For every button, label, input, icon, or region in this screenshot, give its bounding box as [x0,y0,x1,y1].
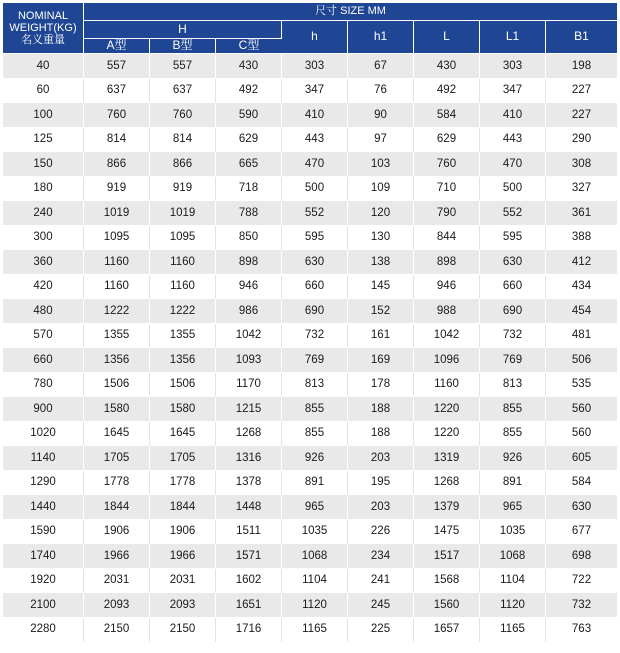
table-cell: 552 [282,201,348,226]
table-cell: 1740 [3,544,84,569]
table-cell: 1222 [150,299,216,324]
table-cell: 443 [282,128,348,153]
table-cell: 855 [480,397,546,422]
table-cell: 203 [348,495,414,520]
table-cell: 470 [282,152,348,177]
table-cell: 560 [546,422,617,447]
table-cell: 1290 [3,471,84,496]
table-row [3,275,617,300]
table-cell: 630 [282,250,348,275]
table-cell: 891 [480,471,546,496]
table-cell: 1220 [414,397,480,422]
table-cell: 584 [546,471,617,496]
table-cell: 1095 [150,226,216,251]
table-row [3,593,617,618]
table-cell: 1160 [84,275,150,300]
table-cell: 240 [3,201,84,226]
table-cell: 919 [84,177,150,202]
table-cell: 760 [414,152,480,177]
table-cell: 986 [216,299,282,324]
table-cell: 595 [282,226,348,251]
table-cell: 40 [3,54,84,79]
table-row [3,128,617,153]
table-cell: 506 [546,348,617,373]
nominal-weight-line2: WEIGHT(KG) [9,21,77,34]
size-table-wrapper [3,3,617,642]
table-cell: 1645 [84,422,150,447]
table-cell: 1645 [150,422,216,447]
table-cell: 227 [546,103,617,128]
table-cell: 2031 [84,569,150,594]
table-cell: 813 [480,373,546,398]
table-cell: 410 [282,103,348,128]
table-cell: 665 [216,152,282,177]
table-cell: 926 [480,446,546,471]
table-cell: 90 [348,103,414,128]
table-cell: 718 [216,177,282,202]
table-cell: 1356 [84,348,150,373]
table-cell: 1096 [414,348,480,373]
table-cell: 1778 [150,471,216,496]
table-cell: 1906 [84,520,150,545]
table-cell: 203 [348,446,414,471]
nominal-weight-line3: 名义重量 [21,34,65,47]
table-cell: 965 [480,495,546,520]
sub-b-header: B型 [150,39,216,54]
table-cell: 120 [348,201,414,226]
table-cell: 1844 [84,495,150,520]
table-cell: 412 [546,250,617,275]
table-cell: 1440 [3,495,84,520]
table-cell: 760 [84,103,150,128]
table-cell: 1215 [216,397,282,422]
table-cell: 161 [348,324,414,349]
table-cell: 1448 [216,495,282,520]
table-cell: 303 [282,54,348,79]
col-l-header: L [414,21,480,54]
table-cell: 898 [216,250,282,275]
table-cell: 1165 [282,618,348,643]
table-cell: 560 [546,397,617,422]
table-row [3,422,617,447]
table-cell: 1019 [84,201,150,226]
table-cell: 690 [480,299,546,324]
table-cell: 605 [546,446,617,471]
table-cell: 1920 [3,569,84,594]
table-cell: 1602 [216,569,282,594]
table-cell: 630 [546,495,617,520]
table-cell: 1170 [216,373,282,398]
table-cell: 660 [282,275,348,300]
table-cell: 1571 [216,544,282,569]
table-cell: 481 [546,324,617,349]
table-cell: 195 [348,471,414,496]
table-cell: 855 [282,422,348,447]
table-cell: 690 [282,299,348,324]
table-cell: 434 [546,275,617,300]
table-cell: 1651 [216,593,282,618]
table-cell: 125 [3,128,84,153]
table-cell: 1355 [84,324,150,349]
table-row [3,152,617,177]
table-cell: 226 [348,520,414,545]
table-cell: 760 [150,103,216,128]
table-cell: 492 [216,79,282,104]
table-cell: 637 [84,79,150,104]
table-cell: 109 [348,177,414,202]
table-cell: 965 [282,495,348,520]
table-cell: 1378 [216,471,282,496]
table-cell: 1222 [84,299,150,324]
table-cell: 900 [3,397,84,422]
table-row [3,79,617,104]
table-cell: 2093 [150,593,216,618]
table-cell: 988 [414,299,480,324]
table-cell: 844 [414,226,480,251]
table-cell: 360 [3,250,84,275]
table-cell: 1104 [282,569,348,594]
table-cell: 660 [3,348,84,373]
table-cell: 1095 [84,226,150,251]
table-cell: 430 [216,54,282,79]
table-cell: 1020 [3,422,84,447]
table-cell: 769 [282,348,348,373]
table-cell: 361 [546,201,617,226]
table-cell: 660 [480,275,546,300]
table-cell: 710 [414,177,480,202]
table-cell: 1160 [84,250,150,275]
table-cell: 300 [3,226,84,251]
table-cell: 2150 [84,618,150,643]
table-cell: 788 [216,201,282,226]
table-cell: 1093 [216,348,282,373]
table-cell: 1120 [282,593,348,618]
table-cell: 303 [480,54,546,79]
size-group-header: 尺寸 SIZE MM [84,3,617,21]
table-cell: 2280 [3,618,84,643]
table-cell: 225 [348,618,414,643]
table-cell: 557 [150,54,216,79]
sub-c-header: C型 [216,39,282,54]
table-cell: 926 [282,446,348,471]
table-cell: 410 [480,103,546,128]
nominal-weight-line1: NOMINAL [17,9,69,22]
table-cell: 308 [546,152,617,177]
table-row [3,348,617,373]
table-cell: 946 [216,275,282,300]
table-cell: 180 [3,177,84,202]
table-row [3,177,617,202]
table-cell: 637 [150,79,216,104]
table-cell: 552 [480,201,546,226]
table-cell: 850 [216,226,282,251]
table-row [3,495,617,520]
table-cell: 780 [3,373,84,398]
table-cell: 1160 [150,275,216,300]
table-cell: 1379 [414,495,480,520]
table-cell: 234 [348,544,414,569]
table-cell: 1165 [480,618,546,643]
table-cell: 138 [348,250,414,275]
table-row [3,103,617,128]
table-cell: 2093 [84,593,150,618]
table-cell: 677 [546,520,617,545]
table-cell: 1355 [150,324,216,349]
table-cell: 1475 [414,520,480,545]
table-cell: 492 [414,79,480,104]
table-row [3,324,617,349]
table-cell: 722 [546,569,617,594]
table-cell: 855 [480,422,546,447]
table-cell: 188 [348,397,414,422]
table-cell: 347 [480,79,546,104]
table-row [3,54,617,79]
col-b1-header: B1 [546,21,617,54]
table-cell: 500 [480,177,546,202]
table-cell: 1035 [282,520,348,545]
table-row [3,618,617,643]
table-row [3,569,617,594]
table-cell: 1316 [216,446,282,471]
table-cell: 590 [216,103,282,128]
table-cell: 1966 [84,544,150,569]
table-cell: 67 [348,54,414,79]
table-row [3,250,617,275]
table-cell: 629 [216,128,282,153]
table-cell: 60 [3,79,84,104]
table-cell: 1580 [84,397,150,422]
table-row [3,471,617,496]
table-cell: 454 [546,299,617,324]
table-cell: 1220 [414,422,480,447]
table-cell: 388 [546,226,617,251]
table-cell: 327 [546,177,617,202]
table-cell: 1160 [150,250,216,275]
table-cell: 732 [282,324,348,349]
table-cell: 1268 [216,422,282,447]
table-cell: 790 [414,201,480,226]
table-cell: 290 [546,128,617,153]
table-cell: 1705 [84,446,150,471]
table-cell: 855 [282,397,348,422]
size-table [3,3,617,642]
table-cell: 1068 [480,544,546,569]
table-cell: 919 [150,177,216,202]
table-row [3,226,617,251]
table-cell: 1104 [480,569,546,594]
table-cell: 584 [414,103,480,128]
table-cell: 1356 [150,348,216,373]
table-cell: 169 [348,348,414,373]
table-cell: 1042 [216,324,282,349]
table-cell: 245 [348,593,414,618]
table-cell: 76 [348,79,414,104]
table-cell: 1590 [3,520,84,545]
table-cell: 97 [348,128,414,153]
table-cell: 420 [3,275,84,300]
table-cell: 1906 [150,520,216,545]
table-cell: 1657 [414,618,480,643]
table-cell: 1506 [84,373,150,398]
table-cell: 1517 [414,544,480,569]
table-cell: 1042 [414,324,480,349]
table-cell: 1511 [216,520,282,545]
table-cell: 946 [414,275,480,300]
table-cell: 1966 [150,544,216,569]
table-cell: 2031 [150,569,216,594]
table-cell: 866 [150,152,216,177]
table-cell: 1844 [150,495,216,520]
table-cell: 698 [546,544,617,569]
table-cell: 1019 [150,201,216,226]
sub-a-header: A型 [84,39,150,54]
table-cell: 763 [546,618,617,643]
h-group-header: H [84,21,282,39]
table-row [3,446,617,471]
table-row [3,520,617,545]
col-h-header: h [282,21,348,54]
table-cell: 227 [546,79,617,104]
table-cell: 732 [480,324,546,349]
col-l1-header: L1 [480,21,546,54]
table-cell: 2150 [150,618,216,643]
table-row [3,544,617,569]
table-cell: 100 [3,103,84,128]
table-cell: 103 [348,152,414,177]
table-cell: 2100 [3,593,84,618]
table-cell: 500 [282,177,348,202]
table-cell: 198 [546,54,617,79]
nominal-weight-header [3,3,84,54]
table-cell: 557 [84,54,150,79]
table-cell: 629 [414,128,480,153]
table-cell: 145 [348,275,414,300]
table-cell: 1268 [414,471,480,496]
table-cell: 898 [414,250,480,275]
table-cell: 188 [348,422,414,447]
table-cell: 570 [3,324,84,349]
table-row [3,373,617,398]
table-cell: 443 [480,128,546,153]
table-body [3,54,617,642]
table-cell: 1778 [84,471,150,496]
table-cell: 150 [3,152,84,177]
table-cell: 241 [348,569,414,594]
col-h1-header: h1 [348,21,414,54]
table-cell: 1068 [282,544,348,569]
table-cell: 1568 [414,569,480,594]
table-cell: 178 [348,373,414,398]
table-cell: 1506 [150,373,216,398]
table-cell: 1035 [480,520,546,545]
table-cell: 1716 [216,618,282,643]
table-cell: 595 [480,226,546,251]
table-cell: 1160 [414,373,480,398]
table-cell: 891 [282,471,348,496]
table-cell: 1319 [414,446,480,471]
table-cell: 1120 [480,593,546,618]
table-row [3,397,617,422]
table-row [3,201,617,226]
table-cell: 430 [414,54,480,79]
table-header [3,3,617,54]
table-cell: 480 [3,299,84,324]
table-cell: 813 [282,373,348,398]
table-cell: 1580 [150,397,216,422]
table-cell: 1705 [150,446,216,471]
table-cell: 732 [546,593,617,618]
table-cell: 1140 [3,446,84,471]
table-cell: 347 [282,79,348,104]
table-row [3,299,617,324]
table-cell: 630 [480,250,546,275]
table-cell: 1560 [414,593,480,618]
table-cell: 130 [348,226,414,251]
table-cell: 769 [480,348,546,373]
table-cell: 152 [348,299,414,324]
table-cell: 535 [546,373,617,398]
table-cell: 814 [84,128,150,153]
table-cell: 814 [150,128,216,153]
table-cell: 866 [84,152,150,177]
table-cell: 470 [480,152,546,177]
